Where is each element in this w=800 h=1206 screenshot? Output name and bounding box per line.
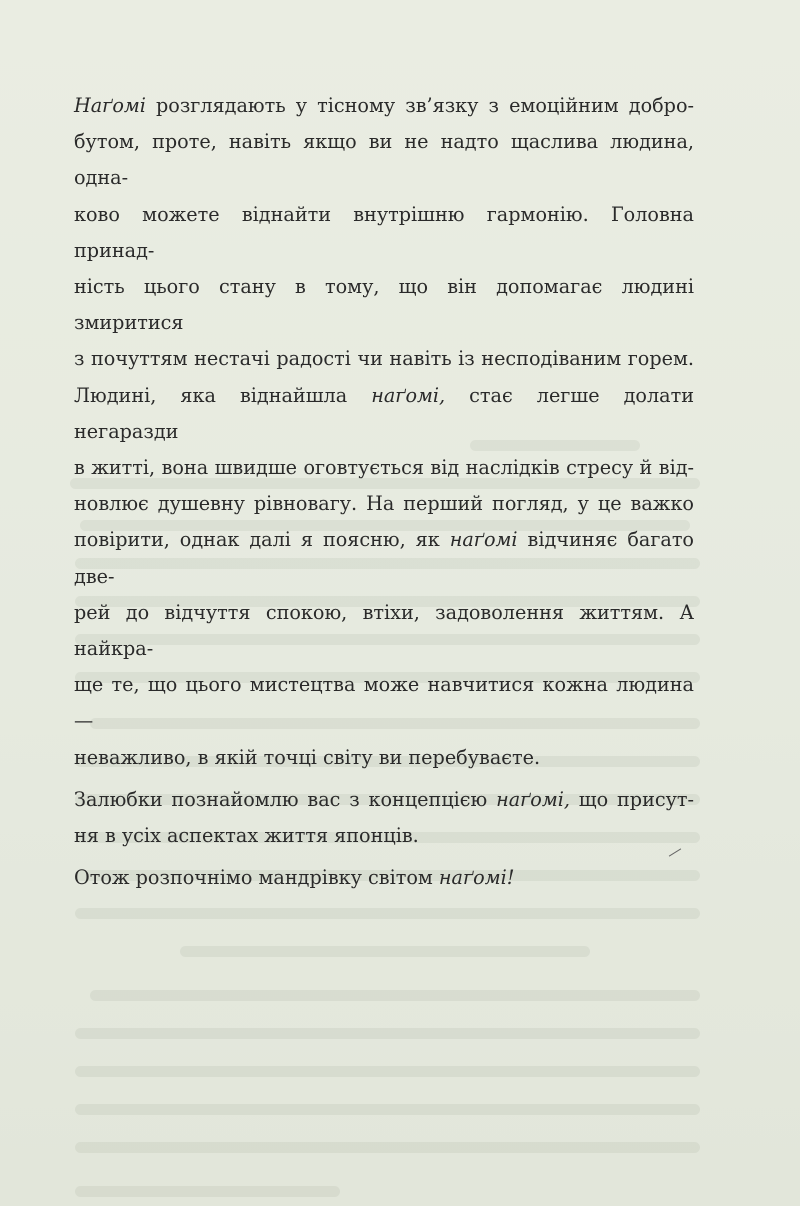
text-line bbox=[74, 341, 694, 377]
ghost-line bbox=[75, 908, 700, 919]
italic-term: наґомі, bbox=[496, 787, 570, 811]
text-run: Людині, яка віднайшла bbox=[74, 383, 372, 407]
ghost-line bbox=[90, 990, 700, 1001]
text-line bbox=[74, 88, 694, 124]
text-run: що присут- bbox=[569, 787, 694, 811]
text-line bbox=[74, 667, 694, 739]
text-line bbox=[74, 486, 694, 522]
italic-term: наґомі! bbox=[438, 866, 515, 890]
ghost-line bbox=[75, 1186, 340, 1197]
text-run: ще те, що цього мистецтва може навчитися кожна людина — bbox=[74, 673, 694, 733]
text-run: неважливо, в якій точці світу ви перебуваєте. bbox=[74, 745, 541, 769]
text-run: з почуттям нестачі радості чи навіть із несподіваним горем. bbox=[74, 347, 694, 371]
text-run: Отож розпочнімо мандрівку світом bbox=[74, 866, 439, 890]
text-line bbox=[74, 595, 694, 667]
text-line bbox=[74, 197, 694, 269]
text-run: відчиняє багато две- bbox=[74, 528, 694, 588]
text-line bbox=[74, 818, 694, 854]
text-line bbox=[74, 782, 694, 818]
italic-term: Наґомі bbox=[74, 94, 146, 117]
text-run: ково можете віднайти внутрішню гармонію. Головна принад- bbox=[74, 202, 694, 262]
text-line bbox=[74, 740, 694, 776]
text-run: стає легше долати негаразди bbox=[74, 383, 694, 443]
text-line bbox=[74, 450, 694, 486]
text-run: рей до відчуття спокою, втіхи, задоволення життям. А найкра- bbox=[74, 600, 694, 661]
text-line bbox=[74, 124, 694, 196]
ghost-line bbox=[180, 946, 590, 957]
body-text bbox=[74, 88, 694, 896]
ghost-line bbox=[75, 1066, 700, 1077]
text-run: новлює душевну рівновагу. На перший погляд, у це важко bbox=[74, 492, 694, 516]
ghost-line bbox=[75, 1142, 700, 1153]
italic-term: наґомі bbox=[449, 528, 518, 552]
text-run: ність цього стану в тому, що він допомагає людині змиритися bbox=[74, 275, 694, 335]
text-line bbox=[74, 522, 694, 594]
text-line bbox=[74, 860, 694, 896]
text-run: ня в усіх аспектах життя японців. bbox=[74, 824, 419, 848]
text-line bbox=[74, 378, 694, 450]
ghost-line bbox=[75, 1104, 700, 1115]
text-run: в житті, вона швидше оговтується від наслідків стресу й від- bbox=[74, 456, 694, 480]
ghost-line bbox=[75, 1028, 700, 1039]
text-run: Залюбки познайомлю вас з концепцією bbox=[74, 787, 497, 811]
text-run: бутом, проте, навіть якщо ви не надто щаслива людина, одна- bbox=[74, 130, 694, 190]
text-run: повірити, однак далі я поясню, як bbox=[74, 528, 450, 552]
text-line bbox=[74, 269, 694, 341]
text-run: розглядають у тісному зв’язку з емоційним добро- bbox=[145, 94, 694, 117]
italic-term: наґомі, bbox=[371, 383, 446, 407]
